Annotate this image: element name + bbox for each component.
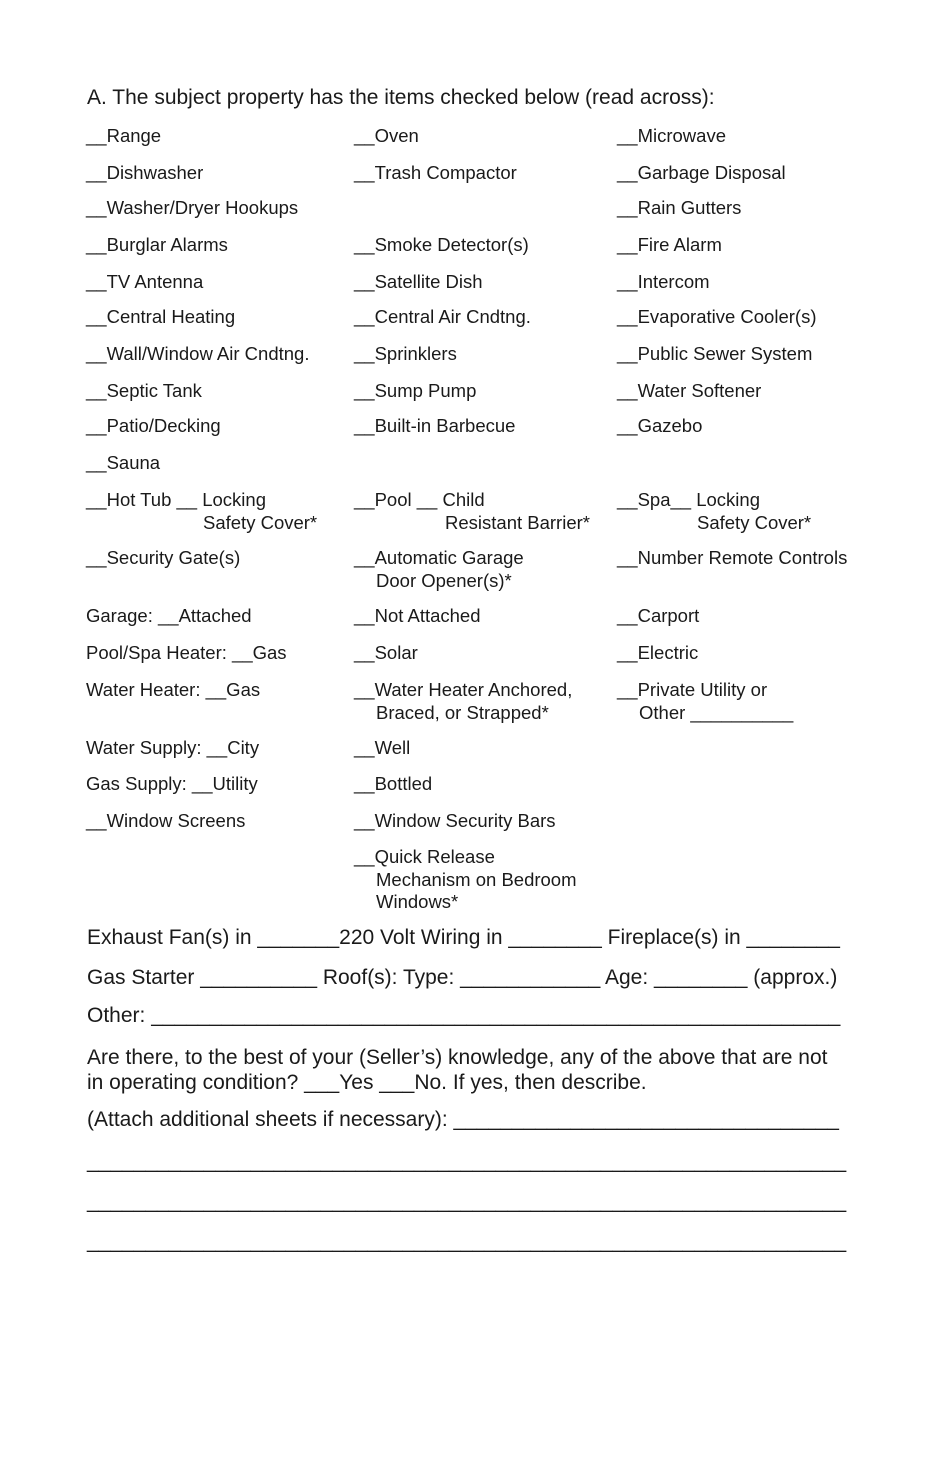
item-quick-release[interactable] xyxy=(354,846,577,914)
item-hot-tub[interactable] xyxy=(86,489,317,534)
garage-attached[interactable]: Garage: __Attached xyxy=(86,605,252,626)
attach-sheets-line[interactable]: (Attach additional sheets if necessary): _________________________________ xyxy=(87,1108,839,1131)
spa-line2: Safety Cover* xyxy=(697,511,812,533)
item-garage-door-opener[interactable] xyxy=(354,547,524,592)
item-public-sewer[interactable]: __Public Sewer System xyxy=(617,343,813,364)
item-burglar-alarms[interactable]: __Burglar Alarms xyxy=(86,234,228,255)
water-heater-anchored-line1: __Water Heater Anchored, xyxy=(354,679,573,700)
blank-line[interactable]: _________________________________________________________________ xyxy=(87,1150,847,1173)
item-sump-pump[interactable]: __Sump Pump xyxy=(354,380,477,401)
garage-opener-line1: __Automatic Garage xyxy=(354,547,524,568)
water-heater-anchored[interactable] xyxy=(354,679,572,724)
blank-line[interactable]: _________________________________________________________________ xyxy=(87,1230,847,1253)
item-gazebo[interactable]: __Gazebo xyxy=(617,415,703,436)
item-pool[interactable] xyxy=(354,489,590,534)
quick-release-line3: Windows* xyxy=(376,891,459,912)
garage-carport[interactable]: __Carport xyxy=(617,605,700,626)
item-smoke-detectors[interactable]: __Smoke Detector(s) xyxy=(354,234,529,255)
item-oven[interactable]: __Oven xyxy=(354,125,419,146)
item-range[interactable]: __Range xyxy=(86,125,162,146)
question-line2[interactable]: in operating condition? ___Yes ___No. If yes, then describe. xyxy=(87,1071,647,1094)
item-tv-antenna[interactable]: __TV Antenna xyxy=(86,271,204,292)
water-supply-city[interactable]: Water Supply: __City xyxy=(86,737,260,758)
item-trash-compactor[interactable]: __Trash Compactor xyxy=(354,162,517,183)
item-microwave[interactable]: __Microwave xyxy=(617,125,726,146)
blank-line[interactable]: _________________________________________________________________ xyxy=(87,1190,847,1213)
water-heater-private-utility[interactable] xyxy=(617,679,793,724)
item-rain-gutters[interactable]: __Rain Gutters xyxy=(617,197,742,218)
item-sauna[interactable]: __Sauna xyxy=(86,452,161,473)
hot-tub-line2: Safety Cover* xyxy=(203,511,318,533)
item-window-security-bars[interactable]: __Window Security Bars xyxy=(354,810,556,831)
item-washer-dryer-hookups[interactable]: __Washer/Dryer Hookups xyxy=(86,197,299,218)
item-patio-decking[interactable]: __Patio/Decking xyxy=(86,415,221,436)
garage-opener-line2: Door Opener(s)* xyxy=(376,569,512,591)
section-heading: A. The subject property has the items checked below (read across): xyxy=(87,86,715,109)
pool-heater-electric[interactable]: __Electric xyxy=(617,642,699,663)
item-dishwasher[interactable]: __Dishwasher xyxy=(86,162,204,183)
item-water-softener[interactable]: __Water Softener xyxy=(617,380,762,401)
question-line1: Are there, to the best of your (Seller’s) knowledge, any of the above that are not xyxy=(87,1046,828,1069)
pool-line1: __Pool __ Child xyxy=(354,489,485,510)
item-wall-window-air[interactable]: __Wall/Window Air Cndtng. xyxy=(86,343,310,364)
pool-heater-solar[interactable]: __Solar xyxy=(354,642,418,663)
operating-condition-question xyxy=(87,1045,828,1095)
other-line[interactable]: Other: ___________________________________________________________ xyxy=(87,1004,841,1027)
private-utility-line2: Other __________ xyxy=(639,701,794,723)
gas-starter-roof-line[interactable]: Gas Starter __________ Roof(s): Type: ____________ Age: ________ (approx.) xyxy=(87,966,838,989)
item-fire-alarm[interactable]: __Fire Alarm xyxy=(617,234,722,255)
item-intercom[interactable]: __Intercom xyxy=(617,271,710,292)
item-garbage-disposal[interactable]: __Garbage Disposal xyxy=(617,162,786,183)
item-spa[interactable] xyxy=(617,489,811,534)
gas-supply-bottled[interactable]: __Bottled xyxy=(354,773,433,794)
item-evaporative-coolers[interactable]: __Evaporative Cooler(s) xyxy=(617,306,817,327)
item-window-screens[interactable]: __Window Screens xyxy=(86,810,246,831)
item-central-air[interactable]: __Central Air Cndtng. xyxy=(354,306,531,327)
water-heater-anchored-line2: Braced, or Strapped* xyxy=(376,701,549,723)
pool-heater-gas[interactable]: Pool/Spa Heater: __Gas xyxy=(86,642,287,663)
item-security-gates[interactable]: __Security Gate(s) xyxy=(86,547,241,568)
item-builtin-barbecue[interactable]: __Built-in Barbecue xyxy=(354,415,516,436)
private-utility-line1: __Private Utility or xyxy=(617,679,768,700)
item-satellite-dish[interactable]: __Satellite Dish xyxy=(354,271,483,292)
item-sprinklers[interactable]: __Sprinklers xyxy=(354,343,457,364)
quick-release-line2: Mechanism on Bedroom xyxy=(376,868,577,890)
item-septic-tank[interactable]: __Septic Tank xyxy=(86,380,202,401)
hot-tub-line1: __Hot Tub __ Locking xyxy=(86,489,266,510)
gas-supply-utility[interactable]: Gas Supply: __Utility xyxy=(86,773,258,794)
water-heater-gas[interactable]: Water Heater: __Gas xyxy=(86,679,261,700)
spa-line1: __Spa__ Locking xyxy=(617,489,760,510)
item-remote-controls[interactable]: __Number Remote Controls xyxy=(617,547,848,568)
exhaust-wiring-fireplace-line[interactable]: Exhaust Fan(s) in _______220 Volt Wiring in ________ Fireplace(s) in ________ xyxy=(87,926,840,949)
garage-not-attached[interactable]: __Not Attached xyxy=(354,605,481,626)
pool-line2: Resistant Barrier* xyxy=(445,511,590,533)
water-supply-well[interactable]: __Well xyxy=(354,737,411,758)
quick-release-line1: __Quick Release xyxy=(354,846,495,867)
item-central-heating[interactable]: __Central Heating xyxy=(86,306,236,327)
